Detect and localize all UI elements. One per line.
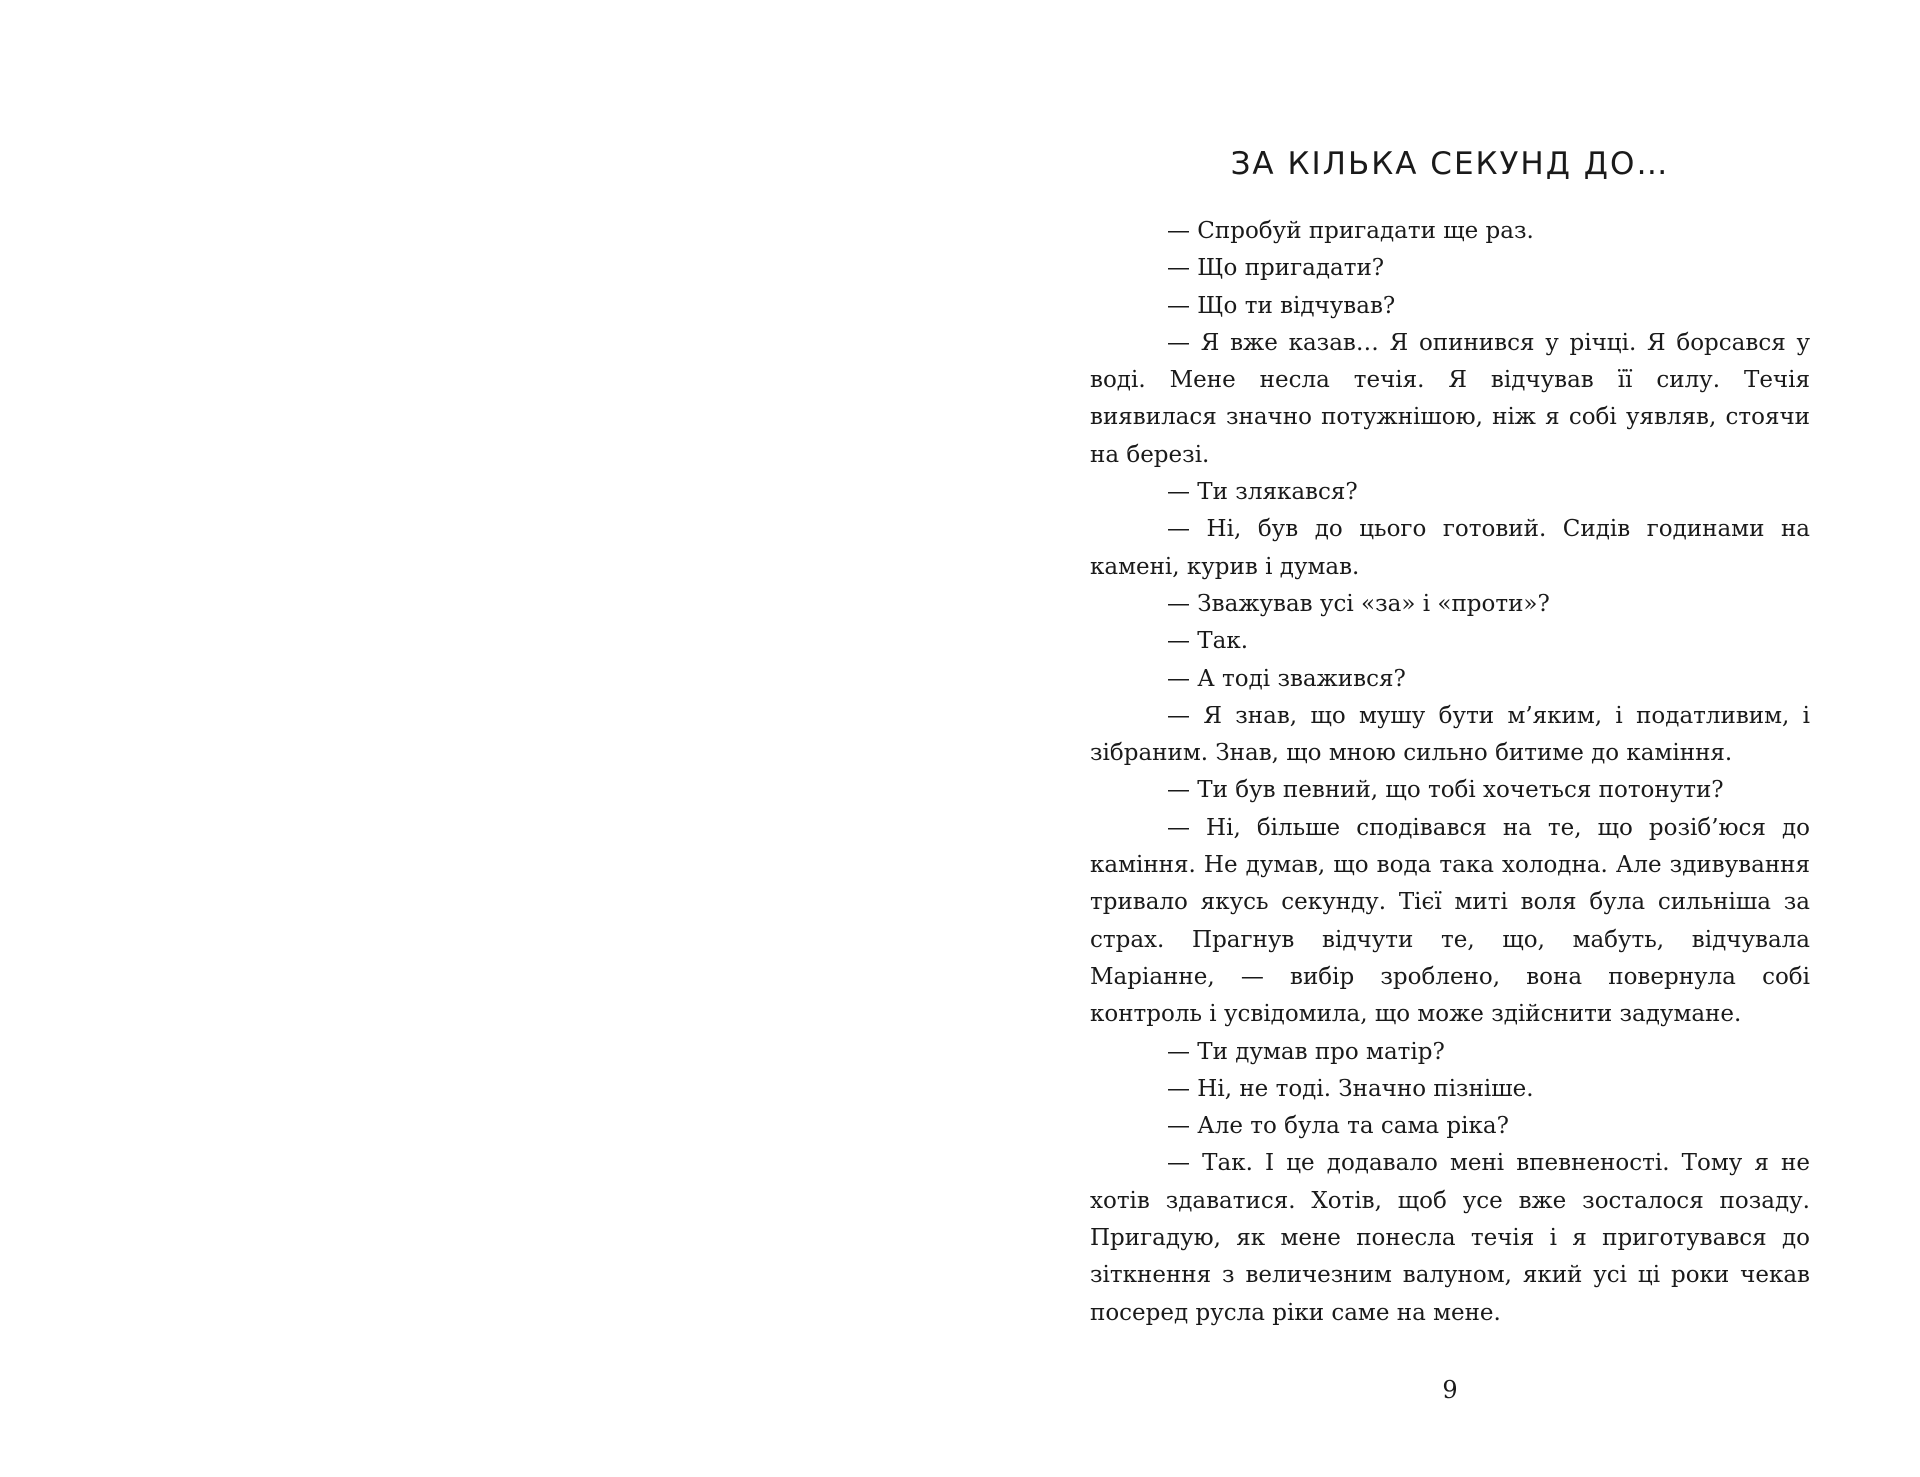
body-text	[1090, 213, 1810, 1332]
paragraph: — Ти злякався?	[1167, 479, 1358, 506]
paragraph: — Але то була та сама ріка?	[1167, 1113, 1509, 1140]
paragraph: — Так. І це додавало мені впевненості. Тому я не хотів здаватися. Хотів, щоб усе вже зосталося позаду. Пригадую, як мене понесла течія і я приготувався до зіткнення з величезним валуном, який усі ці роки чекав посеред русла ріки саме на мене.	[1090, 1150, 1810, 1326]
paragraph: — Так.	[1167, 628, 1249, 655]
paragraph: — Ні, був до цього готовий. Сидів годинами на камені, курив і думав.	[1090, 516, 1810, 580]
paragraph: — Зважував усі «за» і «проти»?	[1167, 590, 1550, 617]
chapter-title: ЗА КІЛЬКА СЕКУНД ДО…	[1230, 146, 1670, 182]
paragraph: — Я вже казав… Я опинився у річці. Я борсався у воді. Мене несла течія. Я відчував її силу. Течія виявилася значно потужнішою, ніж я собі уявляв, стоячи на березі.	[1090, 329, 1810, 468]
paragraph: — А тоді зважився?	[1167, 665, 1406, 692]
page-number: 9	[1442, 1376, 1458, 1404]
paragraph: — Ти думав про матір?	[1167, 1038, 1445, 1065]
paragraph: — Ні, не тоді. Значно пізніше.	[1167, 1075, 1534, 1102]
paragraph: — Спробуй пригадати ще раз.	[1167, 218, 1534, 244]
paragraph: — Я знав, що мушу бути м’яким, і податливим, і зібраним. Знав, що мною сильно битиме до каміння.	[1090, 702, 1810, 767]
paragraph: — Що пригадати?	[1167, 255, 1385, 282]
paragraph: — Що ти відчував?	[1167, 292, 1396, 319]
paragraph: — Ти був певний, що тобі хочеться потонути?	[1167, 777, 1724, 804]
paragraph: — Ні, більше сподівався на те, що розіб’юся до каміння. Не думав, що вода така холодна. Але здивування тривало якусь секунду. Тієї миті воля була сильніша за страх. Прагнув відчути те, що, мабуть, відчувала Маріанне, — вибір зроблено, вона повернула собі контроль і усвідомила, що може здійснити задумане.	[1090, 814, 1810, 1028]
right-page	[1090, 0, 1810, 1477]
